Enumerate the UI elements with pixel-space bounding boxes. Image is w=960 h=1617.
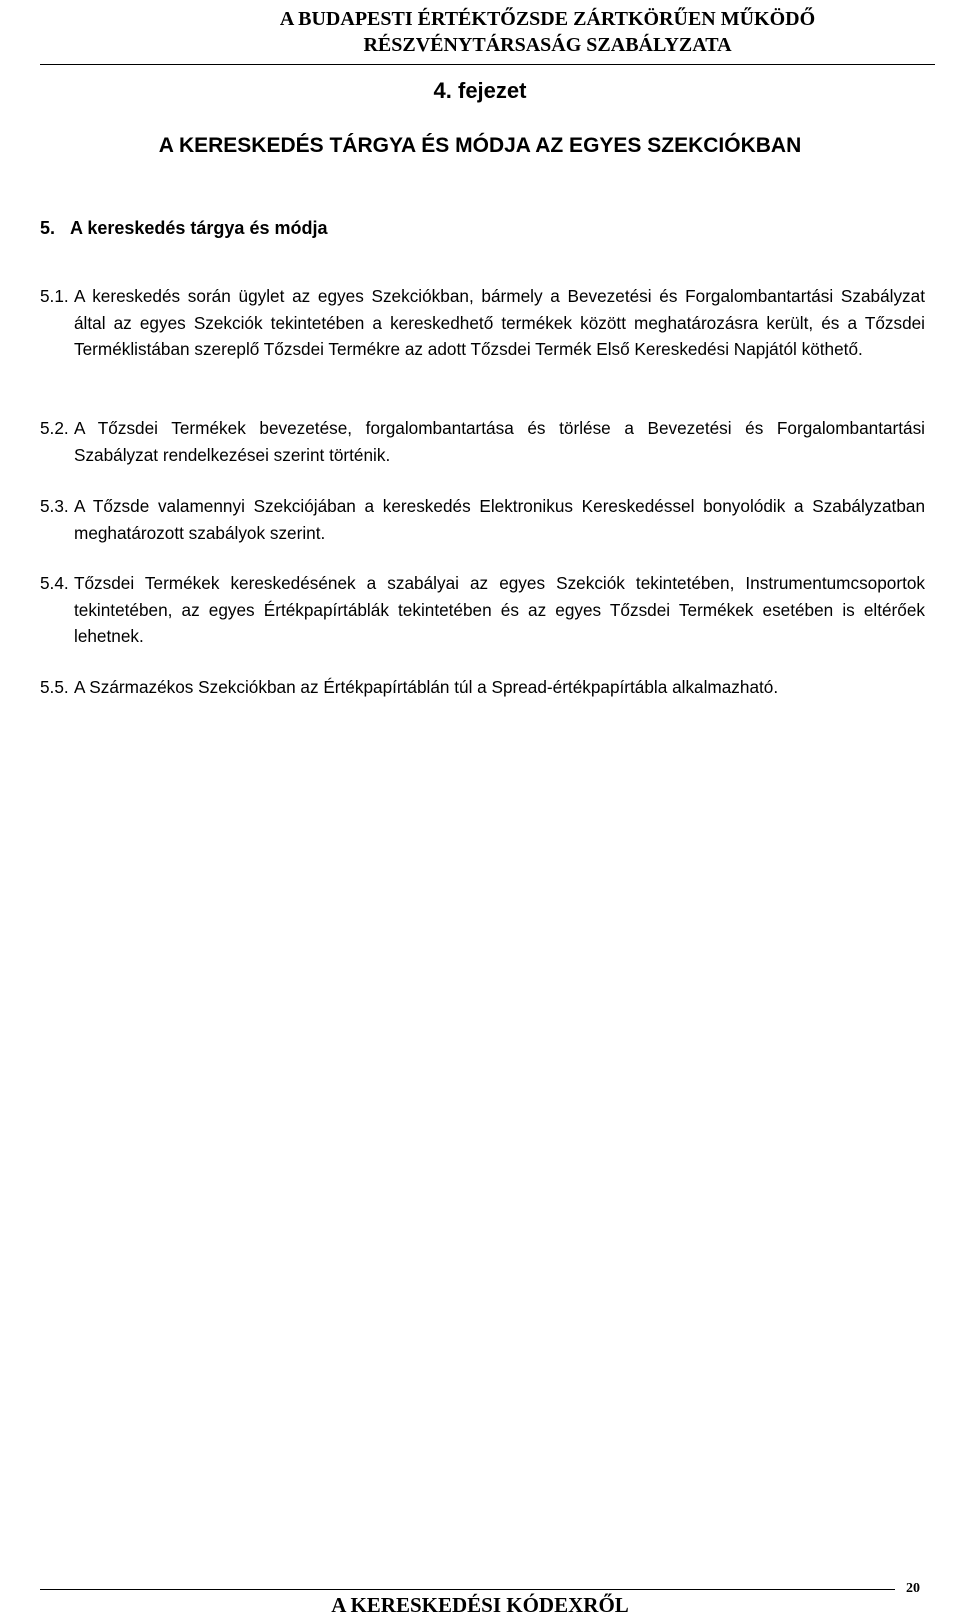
paragraph-number: 5.1. <box>40 286 69 306</box>
page-number: 20 <box>906 1581 920 1596</box>
section-heading <box>40 215 327 241</box>
paragraph-5-1 <box>40 283 925 363</box>
paragraph-number: 5.5. <box>40 677 69 697</box>
paragraph-5-2 <box>40 415 925 468</box>
footer-divider <box>40 1589 895 1590</box>
header-line-1: A BUDAPESTI ÉRTÉKTŐZSDE ZÁRTKÖRŰEN MŰKÖDŐ <box>279 8 816 30</box>
paragraph-text: A kereskedés során ügylet az egyes Szekciókban, bármely a Bevezetési és Forgalombantartási Szabályzat által az egyes Szekciók tekintetében a kereskedhető termékek között meghatározásra került, és a Tőzsdei Terméklistában szereplő Tőzsdei Termékre az adott Tőzsdei Termék Első Kereskedési Napjától köthető. <box>74 286 925 359</box>
paragraph-text: Tőzsdei Termékek kereskedésének a szabályai az egyes Szekciók tekintetében, Instrumentumcsoportok tekintetében, az egyes Értékpapírtáblák tekintetében és az egyes Tőzsdei Termékek esetében is eltérőek lehetnek. <box>74 573 925 646</box>
paragraph-number: 5.2. <box>40 418 69 438</box>
header-divider <box>40 64 935 65</box>
paragraph-text: A Származékos Szekciókban az Értékpapírtáblán túl a Spread-értékpapírtábla alkalmazható. <box>74 677 779 697</box>
section-number: 5. <box>40 218 56 238</box>
paragraph-5-3 <box>40 493 925 546</box>
paragraph-5-4 <box>40 570 925 650</box>
chapter-title: A KERESKEDÉS TÁRGYA ÉS MÓDJA AZ EGYES SZEKCIÓKBAN <box>158 134 802 157</box>
paragraph-text: A Tőzsdei Termékek bevezetése, forgalombantartása és törlése a Bevezetési és Forgalombantartási Szabályzat rendelkezései szerint történik. <box>74 418 925 465</box>
paragraph-number: 5.4. <box>40 573 69 593</box>
chapter-label: 4. fejezet <box>433 78 527 103</box>
header-line-2: RÉSZVÉNYTÁRSASÁG SZABÁLYZATA <box>363 34 732 56</box>
section-title: A kereskedés tárgya és módja <box>70 218 328 238</box>
running-footer: A KERESKEDÉSI KÓDEXRŐL <box>331 1593 629 1617</box>
paragraph-5-5 <box>40 674 925 701</box>
paragraph-number: 5.3. <box>40 496 69 516</box>
running-header <box>40 6 935 58</box>
paragraph-text: A Tőzsde valamennyi Szekciójában a kereskedés Elektronikus Kereskedéssel bonyolódik a Szabályzatban meghatározott szabályok szerint. <box>74 496 925 543</box>
